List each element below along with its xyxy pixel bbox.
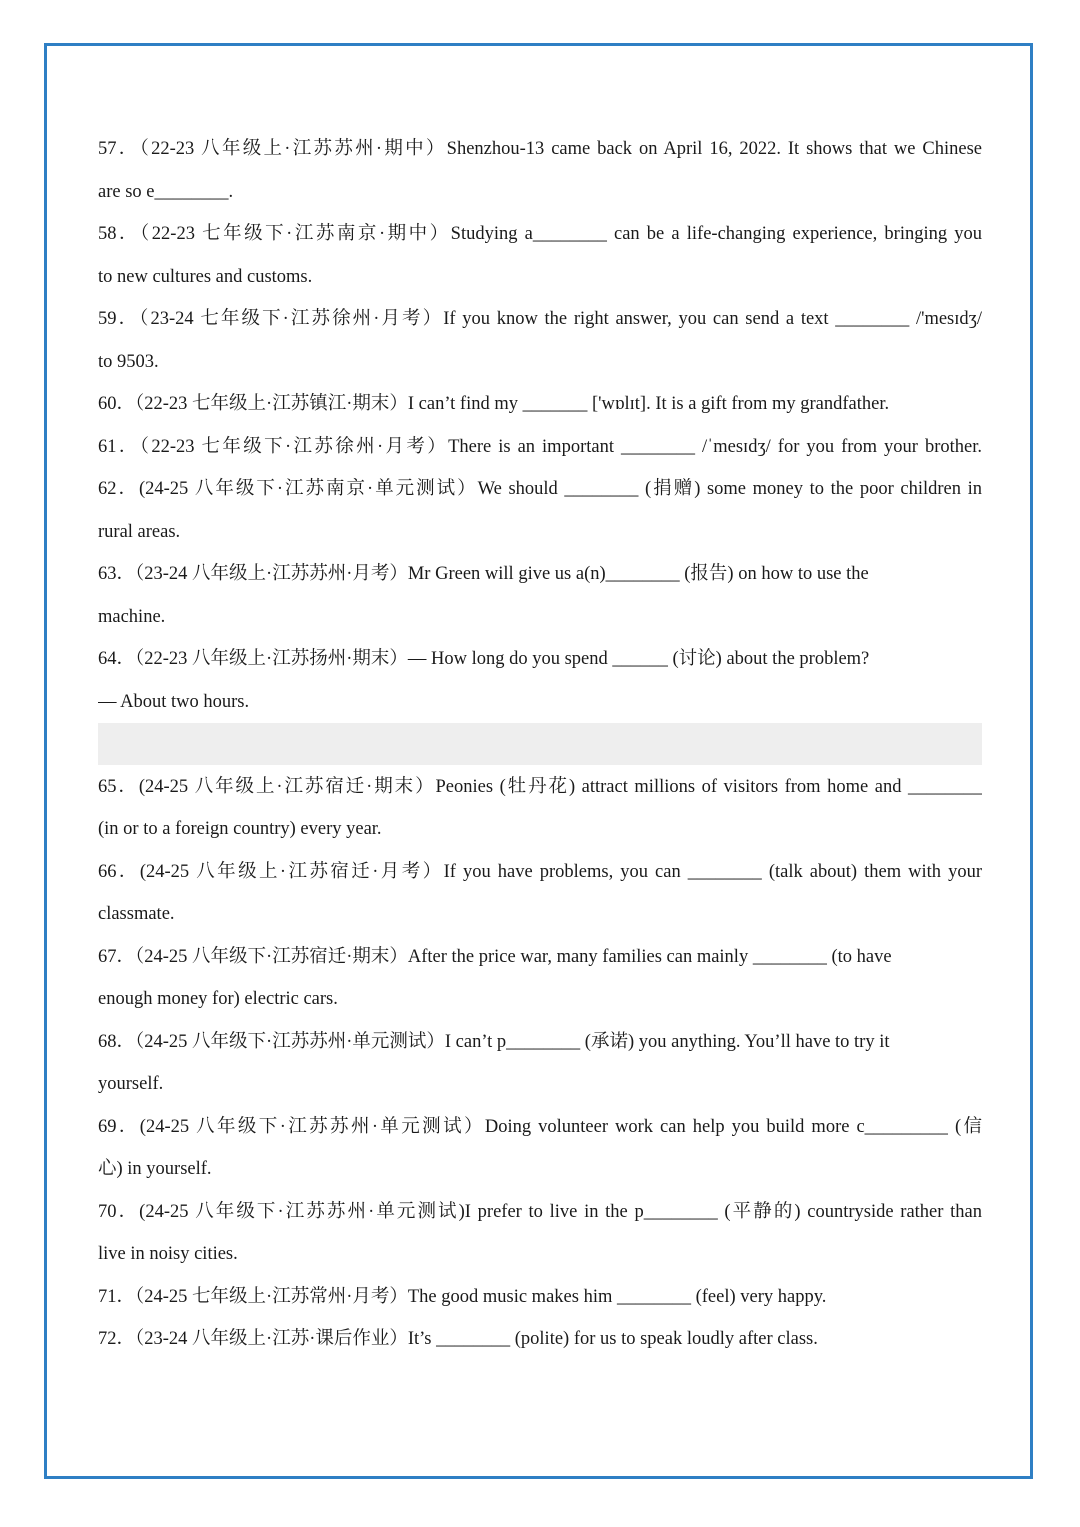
question-72 bbox=[98, 1318, 982, 1361]
question-line: are so e________. bbox=[98, 181, 234, 202]
question-line: live in noisy cities. bbox=[98, 1244, 238, 1264]
question-68 bbox=[98, 1021, 982, 1106]
question-line: — About two hours. bbox=[98, 691, 250, 712]
question-60 bbox=[98, 383, 982, 426]
question-line: 心) in yourself. bbox=[98, 1159, 212, 1179]
question-line: 59．（23-24 七年级下·江苏徐州·月考）If you know the right answer, you can send a text ________ /'mesɪdʒ/ bbox=[98, 309, 982, 329]
question-62 bbox=[98, 468, 982, 553]
question-66 bbox=[98, 851, 982, 936]
question-line: 65．(24-25 八年级上·江苏宿迁·期末）Peonies (牡丹花) attract millions of visitors from home and ________ bbox=[98, 776, 982, 797]
question-line: 63．（23-24 八年级上·江苏苏州·月考）Mr Green will give us a(n)________ (报告) on how to use the bbox=[98, 564, 869, 584]
question-line: enough money for) electric cars. bbox=[98, 989, 338, 1009]
question-line: machine. bbox=[98, 606, 166, 627]
question-line: 61．（22-23 七年级下·江苏徐州·月考）There is an important ________ /ˈmesɪdʒ/ for you from your brother. bbox=[98, 436, 982, 457]
question-line: to new cultures and customs. bbox=[98, 266, 313, 287]
question-line: 66．(24-25 八年级上·江苏宿迁·月考）If you have problems, you can ________ (talk about) them with your bbox=[98, 861, 982, 882]
question-58 bbox=[98, 213, 982, 298]
question-65 bbox=[98, 766, 982, 851]
question-71 bbox=[98, 1276, 982, 1319]
question-57 bbox=[98, 128, 982, 213]
question-line: 70．(24-25 八年级下·江苏苏州·单元测试)I prefer to live in the p________ (平静的) countryside rather than bbox=[98, 1201, 982, 1222]
question-64 bbox=[98, 638, 982, 723]
question-line: 62．(24-25 八年级下·江苏南京·单元测试）We should ________ (捐赠) some money to the poor children in bbox=[98, 479, 982, 499]
question-61 bbox=[98, 426, 982, 469]
question-line: 72．（23-24 八年级上·江苏·课后作业）It’s ________ (polite) for us to speak loudly after class. bbox=[98, 1329, 818, 1349]
question-line: 69．(24-25 八年级下·江苏苏州·单元测试）Doing volunteer work can help you build more c_________ (信 bbox=[98, 1116, 982, 1137]
question-63 bbox=[98, 553, 982, 638]
question-line: 57．（22-23 八年级上·江苏苏州·期中）Shenzhou-13 came back on April 16, 2022. It shows that we Chinese bbox=[98, 139, 982, 159]
question-line: 67．（24-25 八年级下·江苏宿迁·期末）After the price war, many families can mainly ________ (to have bbox=[98, 946, 892, 967]
question-line: 58．（22-23 七年级下·江苏南京·期中）Studying a________ can be a life-changing experience, bringing you bbox=[98, 224, 982, 244]
question-line: rural areas. bbox=[98, 521, 181, 542]
question-line: 68．（24-25 八年级下·江苏苏州·单元测试）I can’t p________ (承诺) you anything. You’ll have to try it bbox=[98, 1031, 890, 1052]
question-67 bbox=[98, 936, 982, 1021]
question-line: classmate. bbox=[98, 904, 175, 924]
question-list bbox=[98, 128, 982, 1361]
question-69 bbox=[98, 1106, 982, 1191]
question-line: yourself. bbox=[98, 1074, 164, 1094]
question-line: (in or to a foreign country) every year. bbox=[98, 819, 382, 839]
section-divider-band bbox=[98, 723, 982, 765]
question-line: to 9503. bbox=[98, 351, 159, 372]
question-70 bbox=[98, 1191, 982, 1276]
question-line: 64．（22-23 八年级上·江苏扬州·期末）— How long do you spend ______ (讨论) about the problem? bbox=[98, 649, 870, 669]
question-59 bbox=[98, 298, 982, 383]
question-line: 60．（22-23 七年级上·江苏镇江·期末）I can’t find my _______ ['wɒlɪt]. It is a gift from my grandfather. bbox=[98, 394, 890, 414]
question-line: 71．（24-25 七年级上·江苏常州·月考）The good music makes him ________ (feel) very happy. bbox=[98, 1286, 827, 1307]
